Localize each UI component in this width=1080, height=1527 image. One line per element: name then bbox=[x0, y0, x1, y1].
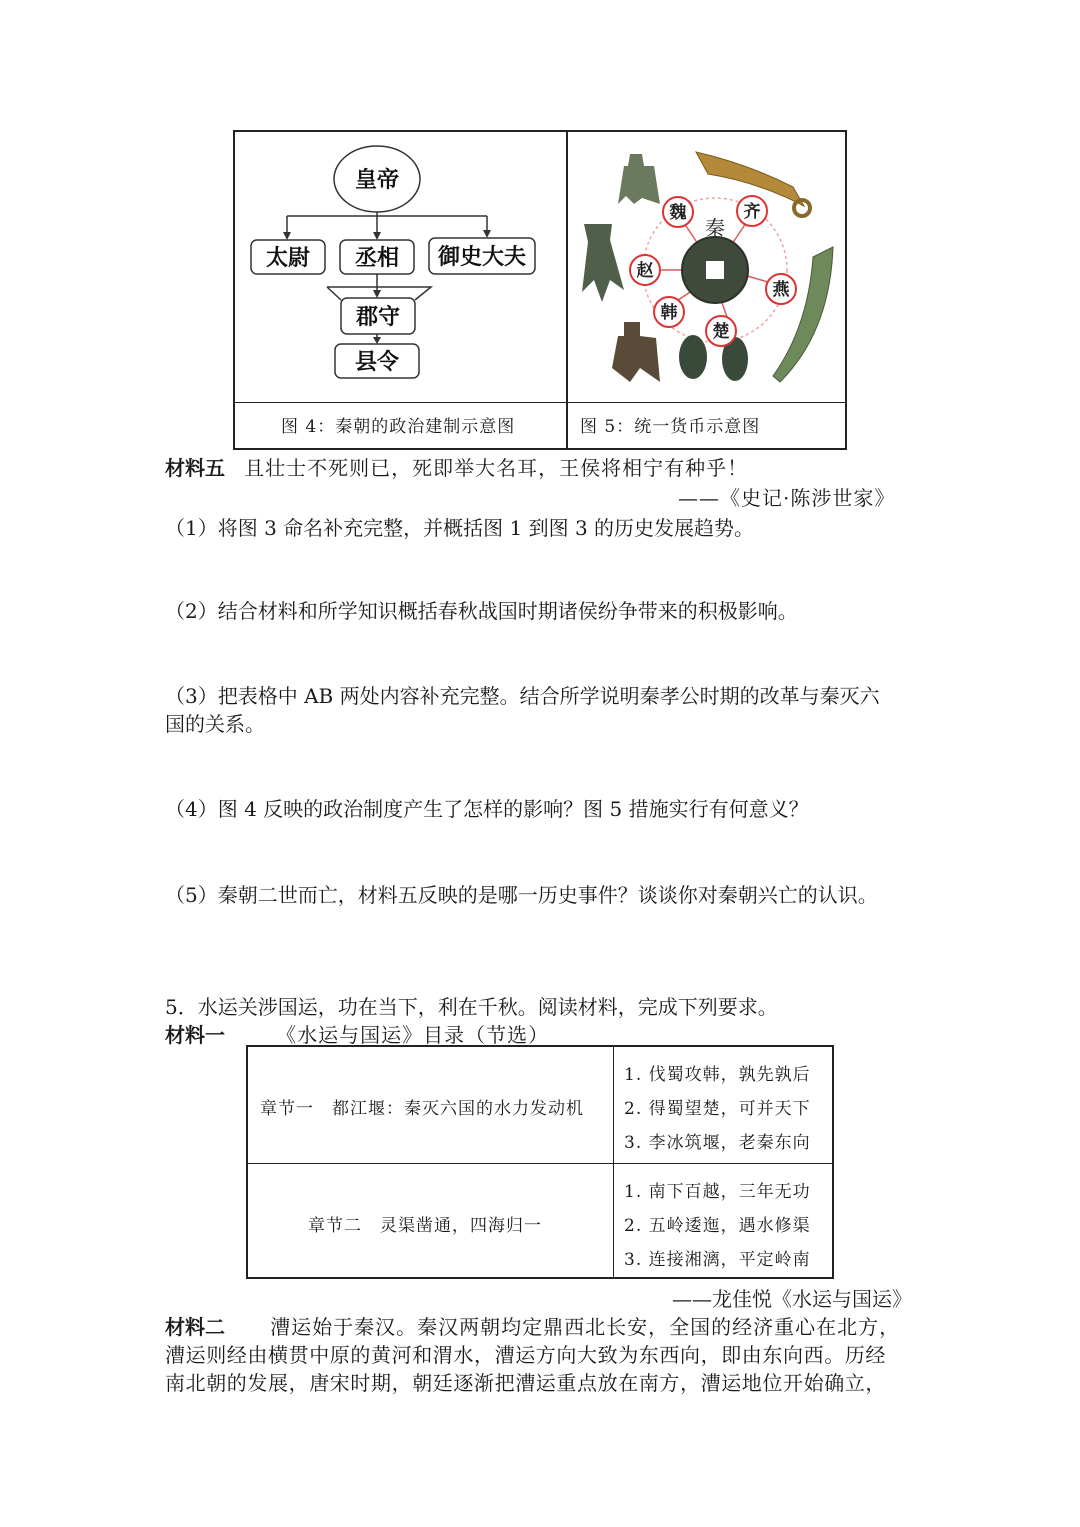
ant-nose-coin-icon bbox=[679, 335, 707, 379]
question-2: （2）结合材料和所学知识概括春秋战国时期诸侯纷争带来的积极影响。 bbox=[165, 599, 798, 623]
yushi-label: 御史大夫 bbox=[437, 244, 527, 270]
figure-divider-horizontal bbox=[235, 402, 845, 403]
state-label-chu: 楚 bbox=[712, 322, 730, 342]
q5-material-2-label: 材料二 bbox=[165, 1315, 225, 1339]
chapter-2-item-2: 2. 五岭逶迤，遇水修渠 bbox=[624, 1216, 811, 1236]
junshou-label: 郡守 bbox=[355, 304, 401, 330]
taiwei-label: 太尉 bbox=[265, 245, 311, 271]
figure-4-caption: 图 4：秦朝的政治建制示意图 bbox=[281, 417, 516, 437]
state-label-yan: 燕 bbox=[772, 280, 790, 300]
unified-currency-illustration bbox=[568, 132, 846, 400]
q5-material-1-source: ——龙佳悦《水运与国运》 bbox=[672, 1287, 912, 1311]
state-label-qi: 齐 bbox=[743, 202, 761, 222]
chapter-1-item-3: 3. 李冰筑堰，老秦东向 bbox=[624, 1133, 811, 1153]
toc-table bbox=[246, 1045, 834, 1279]
xianling-label: 县令 bbox=[354, 349, 400, 375]
state-label-wei: 魏 bbox=[669, 203, 687, 223]
chengxiang-label: 丞相 bbox=[354, 245, 400, 271]
figure-5-caption: 图 5：统一货币示意图 bbox=[580, 417, 761, 437]
toc-divider-vertical bbox=[613, 1047, 614, 1277]
material-5-label: 材料五 bbox=[165, 456, 225, 480]
knife-coin-icon bbox=[773, 247, 833, 382]
material-5 bbox=[165, 452, 748, 481]
toc-divider-horizontal bbox=[248, 1163, 832, 1164]
chapter-2-title: 章节二 灵渠凿通，四海归一 bbox=[308, 1216, 542, 1236]
question-4: （4）图 4 反映的政治制度产生了怎样的影响？图 5 措施实行有何意义？ bbox=[165, 797, 809, 821]
qin-label: 秦 bbox=[705, 216, 725, 240]
question-3-line-1: （3）把表格中 AB 两处内容补充完整。结合所学说明秦孝公时期的改革与秦灭六 bbox=[165, 684, 880, 708]
q5-material-2-text-3: 南北朝的发展，唐宋时期，朝廷逐渐把漕运重点放在南方，漕运地位开始确立， bbox=[165, 1371, 886, 1395]
q5-material-2-line-1 bbox=[165, 1311, 900, 1340]
chapter-1-item-1: 1. 伐蜀攻韩，孰先孰后 bbox=[624, 1065, 811, 1085]
question-5: （5）秦朝二世而亡，材料五反映的是哪一历史事件？谈谈你对秦朝兴亡的认识。 bbox=[165, 883, 878, 907]
q5-material-2-text-2: 漕运则经由横贯中原的黄河和渭水，漕运方向大致为东西向，即由东向西。历经 bbox=[165, 1343, 886, 1367]
spade-coin-icon bbox=[582, 224, 624, 302]
chapter-2-item-3: 3. 连接湘漓，平定岭南 bbox=[624, 1250, 811, 1270]
q5-material-1-title: 《水运与国运》目录（节选） bbox=[276, 1023, 550, 1047]
question-1: （1）将图 3 命名补充完整，并概括图 1 到图 3 的历史发展趋势。 bbox=[165, 516, 755, 540]
q5-material-1-header bbox=[165, 1019, 549, 1048]
material-5-text: 且壮士不死则已，死即举大名耳，王侯将相宁有种乎！ bbox=[244, 456, 749, 480]
q5-material-1-label: 材料一 bbox=[165, 1023, 225, 1047]
qin-political-system-chart bbox=[235, 132, 566, 400]
emperor-label: 皇帝 bbox=[354, 167, 400, 193]
figure-table bbox=[233, 130, 847, 450]
state-label-han: 韩 bbox=[660, 303, 678, 323]
state-label-zhao: 赵 bbox=[636, 261, 654, 281]
q5-material-2-text-1: 漕运始于秦汉。秦汉两朝均定鼎西北长安，全国的经济重心在北方， bbox=[270, 1315, 901, 1339]
spade-coin-icon bbox=[618, 154, 660, 204]
chapter-1-item-2: 2. 得蜀望楚，可并天下 bbox=[624, 1099, 811, 1119]
q5-stem: 5．水运关涉国运，功在当下，利在千秋。阅读材料，完成下列要求。 bbox=[165, 995, 778, 1019]
question-3-line-2: 国的关系。 bbox=[165, 712, 265, 736]
material-5-source: ——《史记·陈涉世家》 bbox=[678, 486, 896, 510]
chapter-2-item-1: 1. 南下百越，三年无功 bbox=[624, 1182, 811, 1202]
spade-coin-icon bbox=[612, 322, 660, 382]
chapter-1-title: 章节一 都江堰：秦灭六国的水力发动机 bbox=[260, 1099, 584, 1119]
